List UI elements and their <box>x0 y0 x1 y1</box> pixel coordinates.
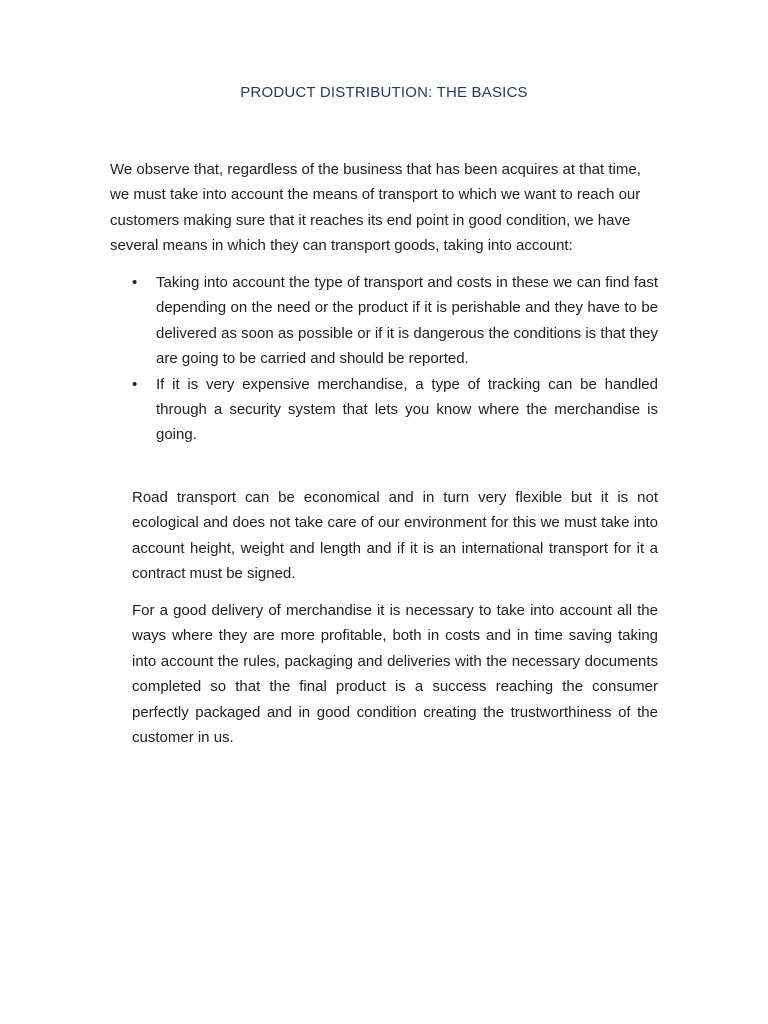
bullet-icon: • <box>132 274 138 291</box>
bullet-item <box>130 372 658 448</box>
bullet-icon: • <box>132 375 138 393</box>
body-paragraph: Road transport can be economical and in turn very flexible but it is not ecological and does not take care of our environment for this we must take into account height, weight and length and if it is an international transport for it a contract must be signed. <box>132 489 658 583</box>
bullet-list <box>130 270 658 448</box>
body-paragraph: For a good delivery of merchandise it is necessary to take into account all the ways where they are more profitable, both in costs and in time saving taking into account the rules, packaging and deliveries with the necessary documents completed so that the final product is a success reaching the consumer perfectly packaged and in good condition creating the trustworthiness of the customer in us. <box>132 602 658 747</box>
bullet-item <box>130 270 658 372</box>
intro-paragraph: We observe that, regardless of the business that has been acquires at that time, we must take into account the means of transport to which we want to reach our customers making sure that it reaches its end point in good condition, we have several means in which they can transport goods, taking into account: <box>110 161 641 255</box>
bullet-text: If it is very expensive merchandise, a type of tracking can be handled through a security system that lets you know where the merchandise is going. <box>156 375 658 444</box>
bullet-text: Taking into account the type of transport and costs in these we can find fast depending on the need or the product if it is perishable and they have to be delivered as soon as possible or if it is dangerous the conditions is that they are going to be carried and should be reported. <box>156 274 658 368</box>
document-title: PRODUCT DISTRIBUTION: THE BASICS <box>240 84 528 101</box>
